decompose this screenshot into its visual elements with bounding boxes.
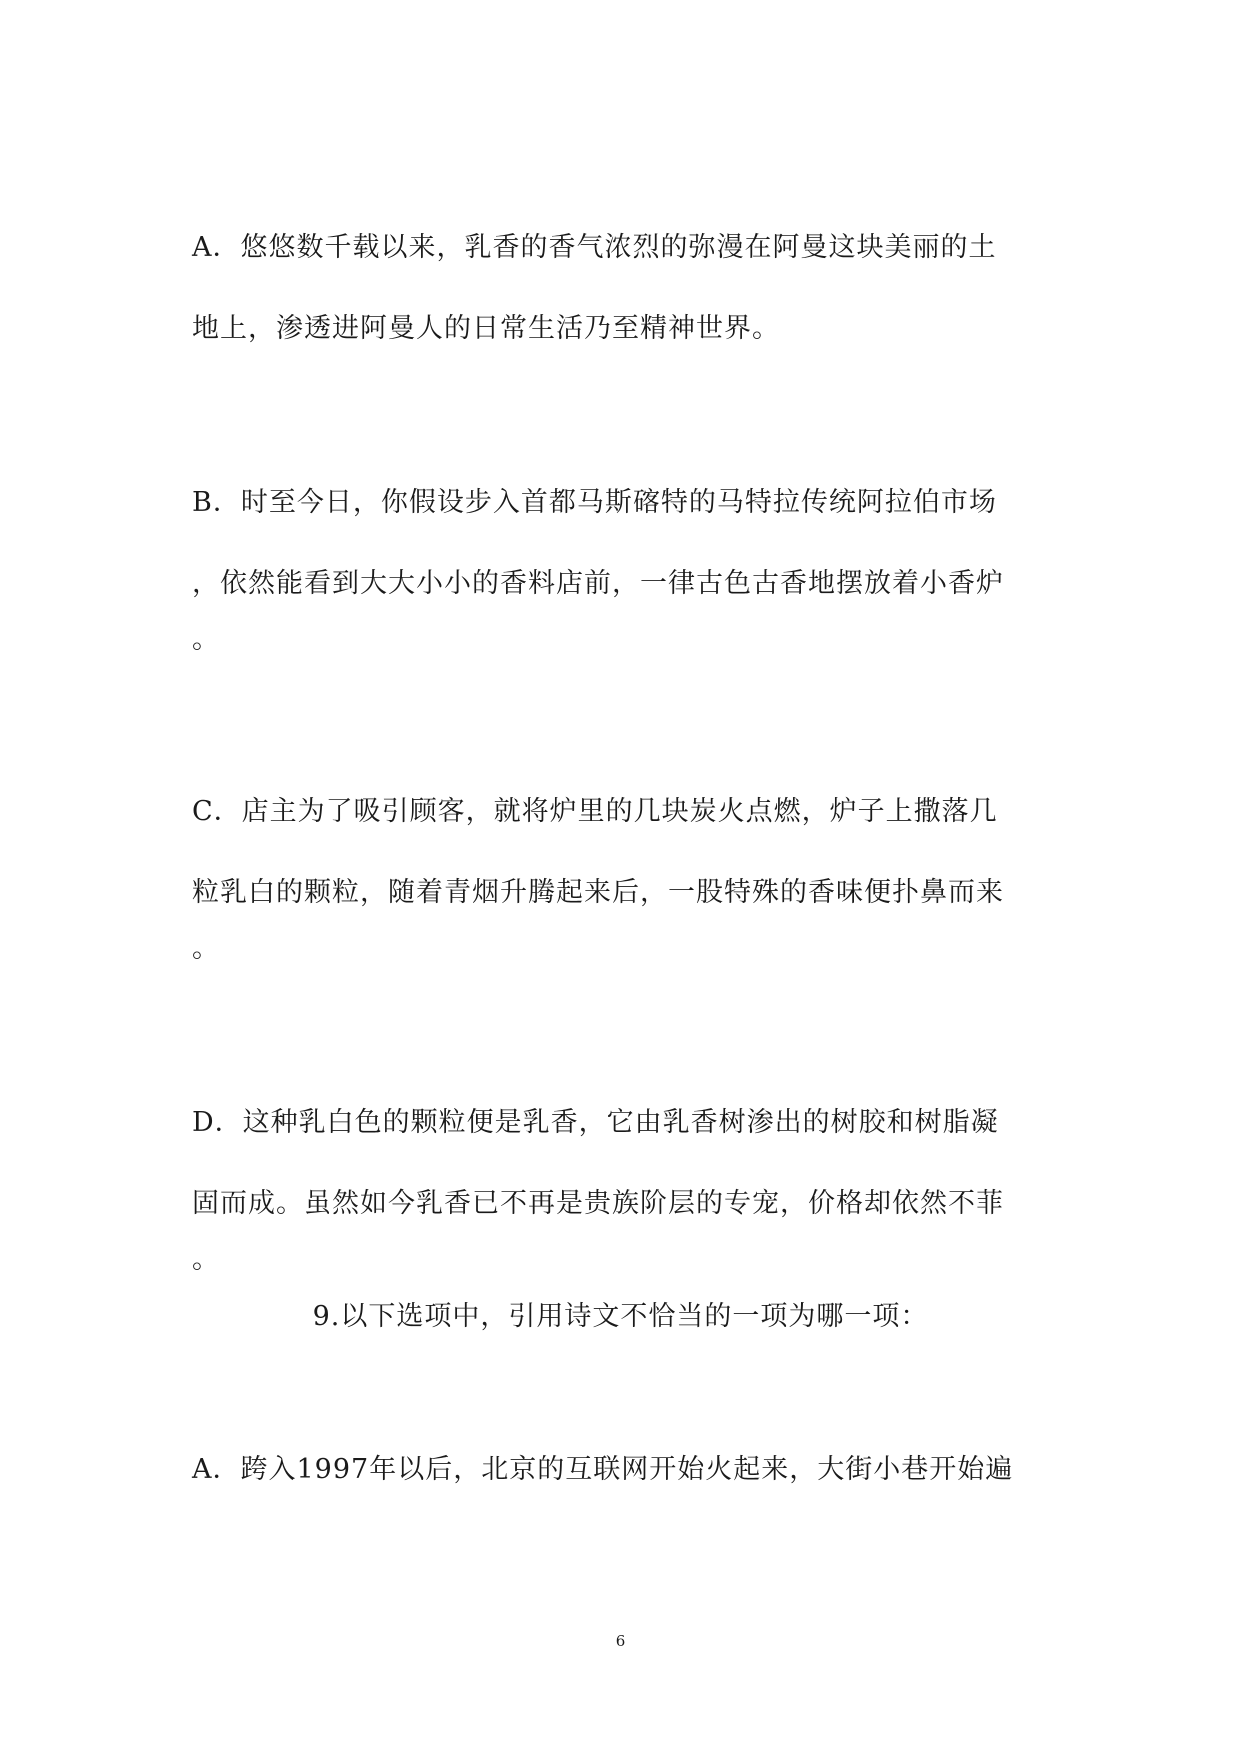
question-9-heading: 9.以下选项中，引用诗文不恰当的一项为哪一项： xyxy=(312,1301,929,1332)
option-b-line-1: B．时至今日，你假设步入首都马斯碦特的马特拉传统阿拉伯市场 xyxy=(192,487,997,518)
option-c-line-2: 粒乳白的颗粒，随着青烟升腾起来后，一股特殊的香味便扑鼻而来 xyxy=(192,877,1004,908)
option-d-line-1: D．这种乳白色的颗粒便是乳香，它由乳香树渗出的树胶和树脂凝 xyxy=(192,1107,999,1138)
option-d-line-3: 。 xyxy=(192,1244,220,1275)
q9-option-a-line-1: A．跨入1997年以后，北京的互联网开始火起来，大街小巷开始遍 xyxy=(192,1454,1014,1485)
option-c-line-3: 。 xyxy=(192,933,220,964)
option-a-line-1: A．悠悠数千载以来，乳香的香气浓烈的弥漫在阿曼这块美丽的土 xyxy=(192,232,997,263)
option-b-line-3: 。 xyxy=(192,624,220,655)
option-c-line-1: C．店主为了吸引顾客，就将炉里的几块炭火点燃，炉子上撒落几 xyxy=(192,796,998,827)
page-number: 6 xyxy=(615,1632,626,1650)
option-b-line-2: ，依然能看到大大小小的香料店前，一律古色古香地摆放着小香炉 xyxy=(192,568,1004,599)
option-d-line-2: 固而成。虽然如今乳香已不再是贵族阶层的专宠，价格却依然不菲 xyxy=(192,1188,1004,1219)
option-a-line-2: 地上，渗透进阿曼人的日常生活乃至精神世界。 xyxy=(192,313,780,344)
